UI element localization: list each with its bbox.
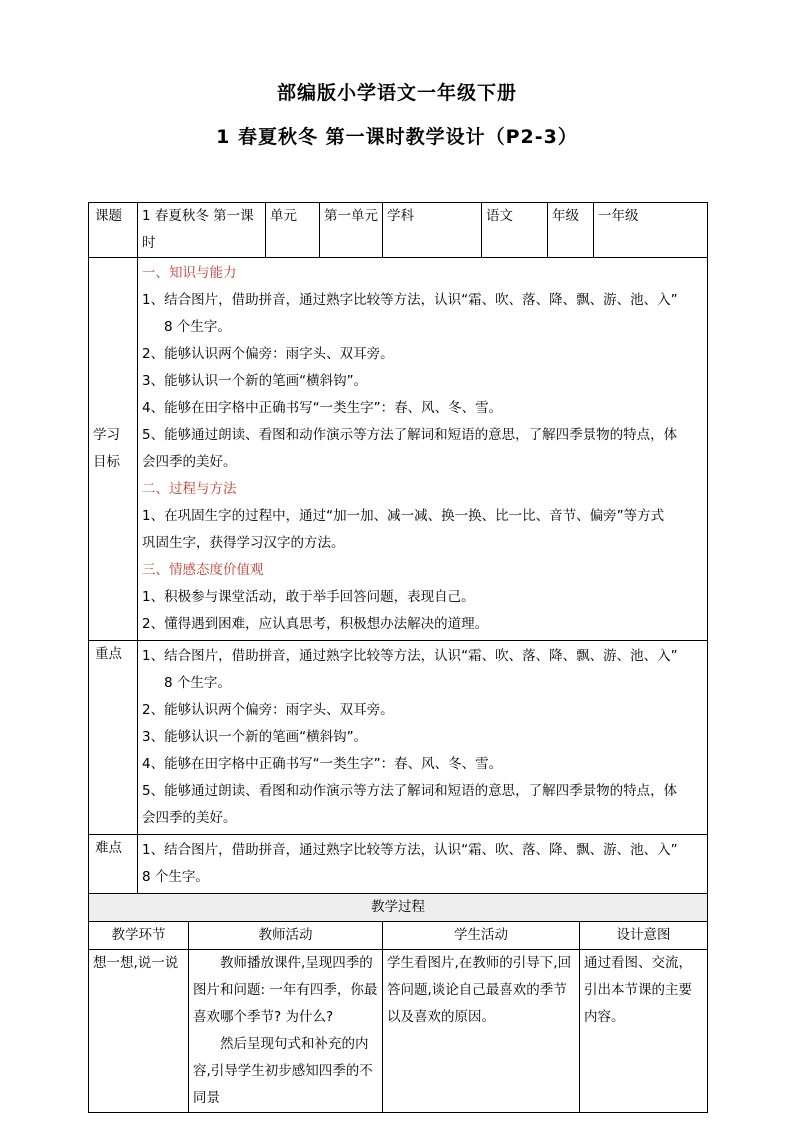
keypoint-item-cont: 8 个生字。 <box>164 675 231 691</box>
section-heading-knowledge: 一、知识与能力 <box>142 265 237 281</box>
col-student-header: 学生活动 <box>383 922 580 950</box>
keypoint-item-cont: 会四季的美好。 <box>142 810 237 826</box>
stage-text: 想一想,说一说 <box>93 955 179 971</box>
teacher-activity-text-2: 然后呈现句式和补充的内容,引导学生初步感知四季的不同景 <box>193 1036 373 1106</box>
difficulty-row <box>89 835 708 894</box>
unit-label: 单元 <box>266 203 320 258</box>
unit-value: 第一单元 <box>320 203 383 258</box>
topic-label: 课题 <box>89 203 138 258</box>
col-stage-header: 教学环节 <box>89 922 189 950</box>
design-intent-text: 通过看图、交流，引出本节课的主要内容。 <box>584 955 693 1025</box>
lesson-plan-table <box>88 202 708 1113</box>
objective-item: 4、能够在田字格中正确书写“一类生字”：春、风、冬、雪。 <box>142 400 503 416</box>
section-heading-attitude: 三、情感态度价值观 <box>142 562 264 578</box>
process-header-row <box>89 922 708 950</box>
process-row <box>89 950 708 1113</box>
subject-label: 学科 <box>383 203 482 258</box>
objective-item: 1、在巩固生字的过程中，通过“加一加、减一减、换一换、比一比、音节、偏旁”等方式 <box>142 508 665 524</box>
grade-label: 年级 <box>548 203 594 258</box>
objectives-content <box>138 258 708 641</box>
subject-value: 语文 <box>482 203 548 258</box>
keypoint-item: 3、能够认识一个新的笔画“横斜钩”。 <box>142 729 368 745</box>
stage-cell <box>89 950 189 1113</box>
keypoints-row <box>89 641 708 835</box>
student-activity-cell <box>383 950 580 1113</box>
design-intent-cell <box>580 950 708 1113</box>
objective-item-cont: 会四季的美好。 <box>142 454 237 470</box>
teacher-activity-cell <box>189 950 383 1113</box>
teacher-activity-text: 教师播放课件,呈现四季的图片和问题: 一年有四季，你最喜欢哪个季节? 为什么? <box>193 955 378 1025</box>
objective-item-cont: 巩固生字，获得学习汉字的方法。 <box>142 535 345 551</box>
objective-item: 2、能够认识两个偏旁：雨字头、双耳旁。 <box>142 346 394 362</box>
keypoint-item: 4、能够在田字格中正确书写“一类生字”：春、风、冬、雪。 <box>142 756 503 772</box>
keypoint-item: 5、能够通过朗读、看图和动作演示等方法了解词和短语的意思，了解四季景物的特点，体 <box>142 783 678 799</box>
keypoint-item: 2、能够认识两个偏旁：雨字头、双耳旁。 <box>142 702 394 718</box>
objective-item: 1、积极参与课堂活动，敢于举手回答问题，表现自己。 <box>142 589 475 605</box>
keypoint-item: 1、结合图片，借助拼音，通过熟字比较等方法，认识“霜、吹、落、降、飘、游、池、入” <box>142 648 678 664</box>
keypoints-label: 重点 <box>89 641 138 835</box>
objective-item: 3、能够认识一个新的笔画“横斜钩”。 <box>142 373 368 389</box>
difficulty-content <box>138 835 708 894</box>
difficulty-item: 1、结合图片，借助拼音，通过熟字比较等方法，认识“霜、吹、落、降、飘、游、池、入” <box>142 842 678 858</box>
objective-item-cont: 8 个生字。 <box>164 319 231 335</box>
objectives-label: 学习 目标 <box>89 258 138 641</box>
objective-item: 1、结合图片，借助拼音，通过熟字比较等方法，认识“霜、吹、落、降、飘、游、池、入” <box>142 292 678 308</box>
keypoints-content <box>138 641 708 835</box>
document-title: 部编版小学语文一年级下册 <box>276 82 517 104</box>
objectives-row <box>89 258 708 641</box>
difficulty-item-cont: 8 个生字。 <box>142 869 209 885</box>
topic-value: 1 春夏秋冬 第一课时 <box>138 203 266 258</box>
info-row <box>89 203 708 258</box>
process-title: 教学过程 <box>89 894 708 922</box>
process-title-row <box>89 894 708 922</box>
objective-item: 5、能够通过朗读、看图和动作演示等方法了解词和短语的意思，了解四季景物的特点，体 <box>142 427 678 443</box>
col-intent-header: 设计意图 <box>580 922 708 950</box>
grade-value: 一年级 <box>594 203 708 258</box>
col-teacher-header: 教师活动 <box>189 922 383 950</box>
document-subtitle: 1 春夏秋冬 第一课时教学设计（P2-3） <box>216 126 578 148</box>
objective-item: 2、懂得遇到困难，应认真思考，积极想办法解决的道理。 <box>142 616 489 632</box>
section-heading-process: 二、过程与方法 <box>142 481 237 497</box>
student-activity-text: 学生看图片,在教师的引导下,回答问题,谈论自己最喜欢的季节以及喜欢的原因。 <box>387 955 572 1025</box>
difficulty-label: 难点 <box>89 835 138 894</box>
